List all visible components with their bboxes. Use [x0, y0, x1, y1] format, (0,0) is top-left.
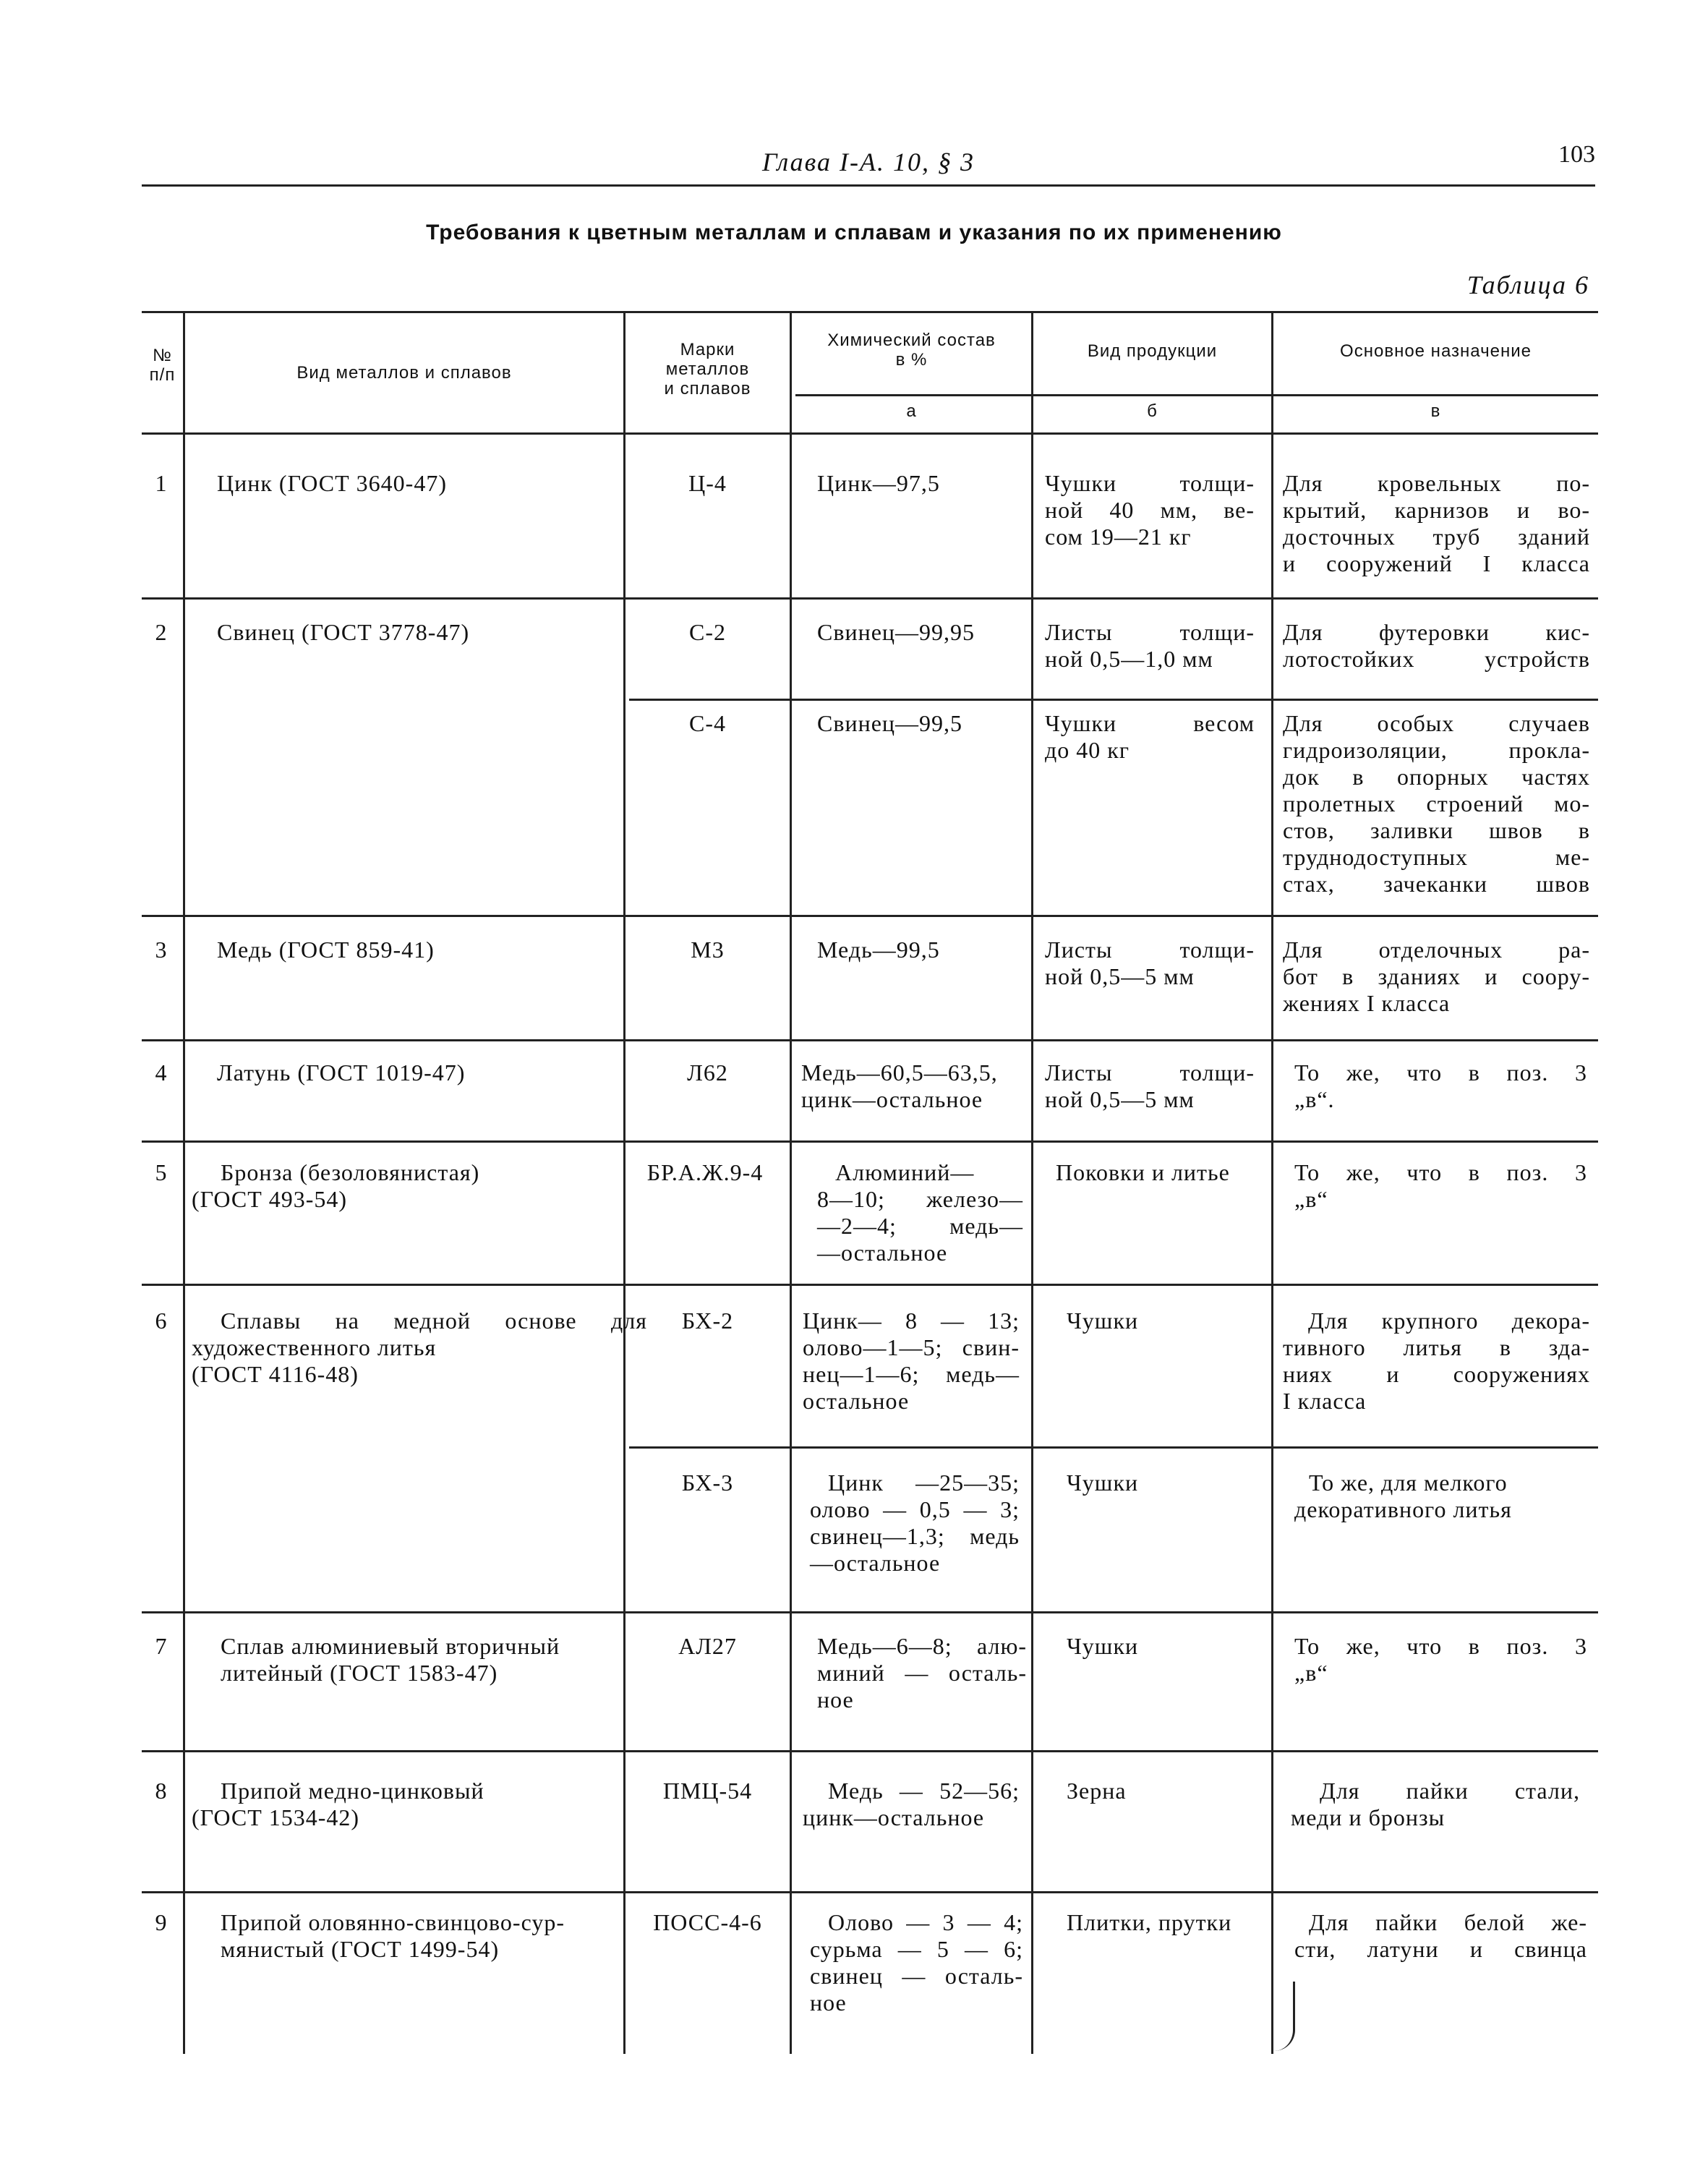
- product-type: [1067, 1778, 1269, 1804]
- product-type: [1067, 1633, 1269, 1660]
- product-line: Листы толщи-: [1045, 1059, 1255, 1086]
- page-number: 103: [1558, 141, 1595, 168]
- chem-line: олово—1—5; свин-: [803, 1334, 1020, 1360]
- product-line: Плитки, прутки: [1067, 1909, 1232, 1935]
- subheader-b: б: [1147, 401, 1158, 421]
- row-number: 3: [155, 937, 168, 963]
- table-label: Таблица 6: [1466, 270, 1589, 299]
- chem-line: миний — осталь-: [817, 1660, 1027, 1686]
- purpose: [1294, 1470, 1587, 1523]
- product-line: Поковки и литье: [1056, 1159, 1230, 1185]
- chem-line: сурьма — 5 — 6;: [810, 1936, 1023, 1962]
- purpose-line: сти, латуни и свинца: [1294, 1936, 1587, 1962]
- product-line: ной 0,5—1,0 мм: [1045, 646, 1213, 672]
- chem-line: свинец—1,3; медь: [810, 1523, 1020, 1549]
- chem-line: —остальное: [817, 1240, 948, 1266]
- purpose: [1283, 619, 1590, 673]
- metal-name: [217, 619, 615, 646]
- subheader-a: а: [906, 401, 917, 421]
- purpose-line: крытий, карнизов и во-: [1283, 497, 1590, 523]
- chem-line: Цинк —25—35;: [828, 1470, 1020, 1496]
- metal-name: [217, 470, 615, 497]
- product-type: [1045, 619, 1255, 673]
- metal-line: Бронза (безоловянистая): [221, 1159, 480, 1185]
- metal-name: [192, 1308, 647, 1388]
- product-type: [1045, 1059, 1255, 1113]
- chem-line: цинк—остальное: [803, 1804, 985, 1830]
- grade: М3: [691, 937, 725, 963]
- purpose-line: и сооружений I класса: [1283, 550, 1590, 576]
- purpose-line: гидроизоляции, прокла-: [1283, 737, 1590, 763]
- chem-line: свинец — осталь-: [810, 1963, 1023, 1989]
- chem-line: олово — 0,5 — 3;: [810, 1496, 1020, 1522]
- purpose-line: Для футеровки кис-: [1283, 619, 1590, 645]
- row-rule: [142, 1039, 1598, 1041]
- purpose-line: Для пайки белой же-: [1309, 1909, 1587, 1935]
- chem-composition: [801, 1059, 1031, 1113]
- purpose: [1294, 1159, 1587, 1213]
- product-line: Чушки: [1067, 1633, 1139, 1659]
- chapter-heading: Глава I-А. 10, § 3: [761, 148, 975, 176]
- chem-line: остальное: [803, 1388, 910, 1414]
- header-chem-line: в %: [895, 350, 928, 370]
- grade: С-2: [689, 619, 726, 645]
- header-chem-line: Химический состав: [827, 331, 996, 350]
- chem-line: Медь—99,5: [817, 937, 940, 963]
- header-grade-line: и сплавов: [664, 379, 751, 398]
- purpose-line: декоративного литья: [1294, 1496, 1512, 1522]
- chem-line: Алюминий—: [835, 1159, 975, 1185]
- row-number: 8: [155, 1778, 168, 1804]
- purpose-line: пролетных строений мо-: [1283, 790, 1590, 816]
- chem-composition: [817, 1633, 1027, 1713]
- metal-line: мянистый (ГОСТ 1499-54): [221, 1936, 500, 1962]
- metal-line: Цинк (ГОСТ 3640-47): [217, 470, 447, 496]
- chem-composition: [810, 1909, 1023, 2016]
- metal-line: (ГОСТ 493-54): [192, 1186, 348, 1212]
- row-rule: [629, 699, 1598, 701]
- grade: Л62: [687, 1059, 728, 1086]
- chem-line: Олово — 3 — 4;: [828, 1909, 1023, 1935]
- chem-composition: [817, 619, 1023, 646]
- purpose: [1294, 1633, 1587, 1687]
- chem-composition: [803, 1778, 1020, 1831]
- chem-composition: [817, 1159, 1023, 1266]
- metal-line: Припой оловянно-свинцово-сур-: [221, 1909, 565, 1935]
- purpose-line: лотостойких устройств: [1283, 646, 1590, 672]
- grade: Ц-4: [688, 470, 727, 496]
- product-line: ной 40 мм, ве-: [1045, 497, 1255, 523]
- row-number: 9: [155, 1909, 168, 1935]
- product-type: [1067, 1470, 1269, 1496]
- header-num-line: №: [153, 346, 172, 365]
- metal-name: [192, 1159, 647, 1213]
- chem-composition: [803, 1308, 1020, 1415]
- header-grade-line: Марки: [680, 340, 735, 359]
- chem-composition: [817, 710, 1023, 737]
- row-rule: [142, 597, 1598, 600]
- metal-line: (ГОСТ 4116-48): [192, 1361, 359, 1387]
- brace-mark: [1274, 1982, 1295, 2051]
- row-number: 1: [155, 470, 168, 496]
- row-number: 2: [155, 619, 168, 645]
- table-top-rule: [142, 311, 1598, 313]
- purpose-line: труднодоступных ме-: [1283, 844, 1590, 870]
- header-grade-line: металлов: [665, 359, 750, 379]
- chem-line: нец—1—6; медь—: [803, 1361, 1020, 1387]
- metal-line: Медь (ГОСТ 859-41): [217, 937, 435, 963]
- header-bottom-rule: [142, 432, 1598, 435]
- grade: С-4: [689, 710, 726, 736]
- product-line: ной 0,5—5 мм: [1045, 1086, 1195, 1112]
- subheader-rule: [795, 394, 1598, 396]
- header-num: [142, 346, 183, 385]
- product-type: [1045, 470, 1255, 550]
- header-chem: [792, 331, 1031, 370]
- purpose-line: ниях и сооружениях: [1283, 1361, 1590, 1387]
- grade: АЛ27: [678, 1633, 737, 1659]
- metal-name: [192, 1909, 647, 1963]
- chem-composition: [817, 937, 1023, 963]
- header-grade: [625, 340, 790, 398]
- row-number: 5: [155, 1159, 168, 1185]
- column-rule: [790, 311, 792, 2054]
- purpose: [1283, 710, 1590, 897]
- subheader-c: в: [1430, 401, 1441, 421]
- purpose-line: жениях I класса: [1283, 990, 1451, 1016]
- purpose-line: стах, зачеканки швов: [1283, 871, 1590, 897]
- row-number: 6: [155, 1308, 168, 1334]
- metal-line: Сплав алюминиевый вторичный: [221, 1633, 560, 1659]
- purpose-line: „в“: [1294, 1660, 1328, 1686]
- header-purpose: Основное назначение: [1340, 341, 1532, 361]
- metal-name: [192, 1633, 647, 1687]
- chem-line: —2—4; медь—: [817, 1213, 1023, 1239]
- grade: ПМЦ-54: [662, 1778, 753, 1804]
- header-product: Вид продукции: [1087, 341, 1218, 361]
- grade: БХ-2: [681, 1308, 734, 1334]
- product-type: [1067, 1308, 1269, 1334]
- purpose: [1294, 1059, 1587, 1113]
- metal-line: литейный (ГОСТ 1583-47): [221, 1660, 498, 1686]
- purpose-line: То же, что в поз. 3: [1294, 1159, 1587, 1185]
- purpose-line: бот в зданиях и соору-: [1283, 963, 1590, 989]
- metal-line: Свинец (ГОСТ 3778-47): [217, 619, 470, 645]
- metal-name: [192, 1778, 647, 1831]
- row-rule: [142, 1140, 1598, 1143]
- table-title: Требования к цветным металлам и сплавам и указания по их применению: [426, 221, 1282, 244]
- row-rule: [142, 915, 1598, 917]
- row-rule: [142, 1891, 1598, 1893]
- metal-name: [217, 1059, 615, 1086]
- product-type: [1045, 937, 1255, 990]
- purpose-line: меди и бронзы: [1291, 1804, 1446, 1830]
- product-line: до 40 кг: [1045, 737, 1130, 763]
- purpose-line: I класса: [1283, 1388, 1367, 1414]
- chem-line: Цинк— 8 — 13;: [803, 1308, 1020, 1334]
- purpose-line: Для кровельных по-: [1283, 470, 1590, 496]
- chem-line: Медь—6—8; алю-: [817, 1633, 1027, 1659]
- chem-line: Свинец—99,95: [817, 619, 975, 645]
- purpose: [1294, 1909, 1587, 1963]
- metal-line: Припой медно-цинковый: [221, 1778, 484, 1804]
- grade: БР.А.Ж.9-4: [646, 1159, 764, 1185]
- purpose-line: „в“: [1294, 1186, 1328, 1212]
- product-line: Чушки: [1067, 1470, 1139, 1496]
- header-metal: Вид металлов и сплавов: [296, 363, 512, 383]
- row-rule: [142, 1284, 1598, 1286]
- metal-name: [217, 937, 615, 963]
- row-rule: [142, 1611, 1598, 1613]
- purpose-line: Для пайки стали,: [1320, 1778, 1580, 1804]
- chem-line: Медь—60,5—63,5,: [801, 1059, 998, 1086]
- purpose-line: Для отделочных ра-: [1283, 937, 1590, 963]
- product-line: сом 19—21 кг: [1045, 524, 1192, 550]
- metal-line: Латунь (ГОСТ 1019-47): [217, 1059, 466, 1086]
- purpose: [1283, 1308, 1590, 1415]
- purpose-line: Для крупного декора-: [1308, 1308, 1590, 1334]
- row-rule: [629, 1446, 1598, 1449]
- purpose: [1291, 1778, 1580, 1831]
- page-header: [142, 141, 1595, 187]
- header-num-line: п/п: [149, 365, 176, 385]
- chem-line: ное: [817, 1687, 854, 1713]
- product-type: [1056, 1159, 1269, 1186]
- chem-line: —остальное: [810, 1550, 941, 1576]
- chem-line: 8—10; железо—: [817, 1186, 1023, 1212]
- product-line: Зерна: [1067, 1778, 1127, 1804]
- product-line: Листы толщи-: [1045, 937, 1255, 963]
- purpose: [1283, 470, 1590, 577]
- chem-line: цинк—остальное: [801, 1086, 983, 1112]
- product-type: [1067, 1909, 1269, 1936]
- product-line: Чушки толщи-: [1045, 470, 1255, 496]
- product-type: [1045, 710, 1255, 764]
- product-line: ной 0,5—5 мм: [1045, 963, 1195, 989]
- chem-composition: [817, 470, 1023, 497]
- row-rule: [142, 1750, 1598, 1752]
- chem-line: Цинк—97,5: [817, 470, 940, 496]
- product-line: Чушки: [1067, 1308, 1139, 1334]
- product-line: Листы толщи-: [1045, 619, 1255, 645]
- column-rule: [183, 311, 185, 2054]
- chem-line: Свинец—99,5: [817, 710, 963, 736]
- chem-composition: [810, 1470, 1020, 1577]
- purpose-line: Для особых случаев: [1283, 710, 1590, 736]
- purpose-line: То же, что в поз. 3: [1294, 1633, 1587, 1659]
- product-line: Чушки весом: [1045, 710, 1255, 736]
- chem-line: ное: [810, 1990, 847, 2016]
- chem-line: Медь — 52—56;: [828, 1778, 1020, 1804]
- grade: БХ-3: [681, 1470, 734, 1496]
- purpose-line: То же, что в поз. 3: [1294, 1059, 1587, 1086]
- grade: ПОСС-4-6: [653, 1909, 762, 1935]
- purpose-line: док в опорных частях: [1283, 764, 1590, 790]
- purpose: [1283, 937, 1590, 1017]
- purpose-line: тивного литья в зда-: [1283, 1334, 1590, 1360]
- purpose-line: стов, заливки швов в: [1283, 817, 1590, 843]
- column-rule: [1271, 311, 1273, 2054]
- column-rule: [1031, 311, 1033, 2054]
- metal-line: художественного литья: [192, 1334, 437, 1360]
- row-number: 4: [155, 1059, 168, 1086]
- purpose-line: „в“.: [1294, 1086, 1335, 1112]
- row-number: 7: [155, 1633, 168, 1659]
- metal-line: (ГОСТ 1534-42): [192, 1804, 360, 1830]
- metal-line: Сплавы на медной основе для: [221, 1308, 647, 1334]
- purpose-line: досточных труб зданий: [1283, 524, 1590, 550]
- purpose-line: То же, для мелкого: [1309, 1470, 1508, 1496]
